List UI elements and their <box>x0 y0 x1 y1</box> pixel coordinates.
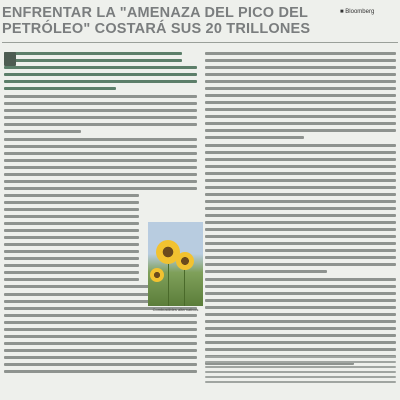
text-line <box>205 214 396 217</box>
text-line <box>205 200 396 203</box>
text-line <box>205 179 396 182</box>
text-line <box>4 166 197 169</box>
text-line <box>4 222 139 225</box>
text-line <box>4 73 197 76</box>
text-line <box>4 264 139 267</box>
text-line <box>4 109 197 112</box>
text-line <box>4 314 197 317</box>
text-line <box>205 151 396 154</box>
text-line <box>4 278 139 281</box>
text-line <box>4 229 139 232</box>
headline: ENFRENTAR LA "AMENAZA DEL PICO DEL PETRÓLEO" COSTARÁ SUS 20 TRILLONES <box>2 5 311 37</box>
paragraph <box>205 52 396 139</box>
footnote-line <box>205 361 396 363</box>
photo-figure <box>148 222 203 314</box>
text-line <box>205 193 396 196</box>
text-line <box>205 87 396 90</box>
footnote-line <box>205 381 396 383</box>
text-line <box>4 130 81 133</box>
text-line <box>205 165 396 168</box>
text-line <box>4 173 197 176</box>
text-line <box>4 66 197 69</box>
text-line <box>205 144 396 147</box>
footnote-line <box>205 371 396 373</box>
text-line <box>4 145 197 148</box>
footnote-line <box>205 376 396 378</box>
text-line <box>205 341 396 344</box>
text-line <box>4 194 139 197</box>
byline: ■ Bloomberg <box>340 9 375 15</box>
text-line <box>205 207 396 210</box>
text-line <box>205 249 396 252</box>
text-line <box>4 102 197 105</box>
footnote-line <box>205 366 396 368</box>
text-line <box>4 215 139 218</box>
text-line <box>205 228 396 231</box>
text-line <box>205 270 327 273</box>
drop-cap <box>4 52 16 66</box>
text-line <box>205 235 396 238</box>
paragraph <box>205 278 396 365</box>
text-line <box>4 236 139 239</box>
text-line <box>4 138 197 141</box>
sunflower <box>176 252 194 270</box>
text-line <box>4 257 139 260</box>
paragraph <box>205 144 396 273</box>
text-line <box>4 116 197 119</box>
text-line <box>205 101 396 104</box>
body-column-right <box>205 52 396 370</box>
text-line <box>205 186 396 189</box>
photo-caption: Combustibles alternativos <box>152 307 199 312</box>
text-line <box>205 306 396 309</box>
text-line <box>205 320 396 323</box>
text-line <box>4 328 197 331</box>
text-line <box>205 94 396 97</box>
text-line <box>4 95 197 98</box>
text-line <box>205 122 396 125</box>
text-line <box>4 335 197 338</box>
text-line <box>4 59 182 62</box>
text-line <box>205 327 396 330</box>
text-line <box>205 80 396 83</box>
text-line <box>4 152 197 155</box>
text-line <box>205 263 396 266</box>
text-line <box>205 299 396 302</box>
text-line <box>4 370 197 373</box>
text-line <box>205 172 396 175</box>
paragraph <box>4 95 197 133</box>
text-line <box>205 115 396 118</box>
text-line <box>205 129 396 132</box>
text-line <box>4 159 197 162</box>
text-line <box>4 356 197 359</box>
headline-rule <box>2 42 398 43</box>
text-line <box>205 348 396 351</box>
sunflower-photo <box>148 222 203 306</box>
text-line <box>4 80 197 83</box>
text-line <box>4 271 139 274</box>
text-line <box>4 52 182 55</box>
text-line <box>205 278 396 281</box>
text-line <box>4 243 139 246</box>
text-line <box>205 136 304 139</box>
text-line <box>205 242 396 245</box>
text-line <box>205 158 396 161</box>
text-line <box>205 66 396 69</box>
text-line <box>4 342 197 345</box>
text-line <box>4 349 197 352</box>
body-column-left <box>4 52 197 378</box>
text-line <box>205 108 396 111</box>
text-line <box>205 256 396 259</box>
sunflower <box>150 268 164 282</box>
text-line <box>205 221 396 224</box>
footnotes <box>205 356 396 386</box>
text-line <box>4 180 197 183</box>
text-line <box>4 321 197 324</box>
text-line <box>4 363 197 366</box>
text-line <box>205 285 396 288</box>
text-line <box>205 334 396 337</box>
text-line <box>205 73 396 76</box>
text-line <box>4 201 139 204</box>
text-line <box>4 187 197 190</box>
text-line <box>4 250 139 253</box>
footnote-line <box>205 356 396 358</box>
text-line <box>4 208 139 211</box>
text-line <box>205 52 396 55</box>
text-line <box>205 292 396 295</box>
text-line <box>4 87 116 90</box>
text-line <box>205 59 396 62</box>
paragraph <box>4 52 197 90</box>
text-line <box>205 313 396 316</box>
text-line <box>4 123 197 126</box>
